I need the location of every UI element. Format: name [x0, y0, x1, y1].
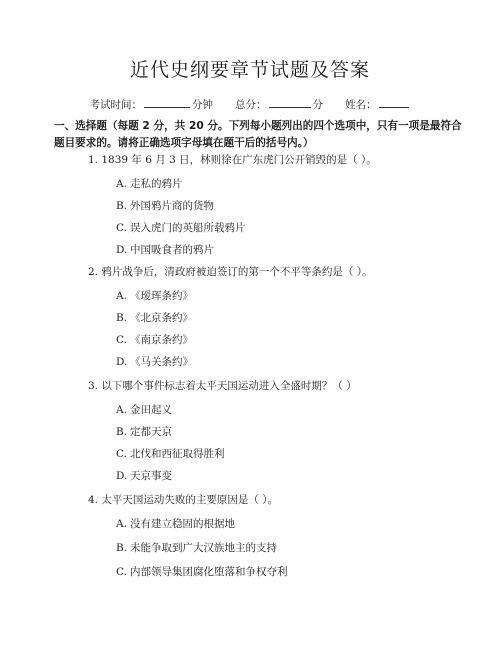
option-text: 定都天京 [130, 426, 172, 438]
question-1-option-a [116, 177, 183, 191]
option-text: 《北京条约》 [130, 312, 193, 324]
total-score-field [235, 96, 323, 112]
option-letter: D. [116, 244, 128, 256]
option-letter: B. [116, 312, 128, 324]
question-4-option-c [116, 565, 288, 579]
section-instructions: 一、选择题（每题 2 分，共 20 分。下列每小题列出的四个选项中，只有一项是最符合题目要求的。请将正确选项字母填在题干后的括号内。） [54, 120, 462, 149]
option-letter: B. [116, 200, 128, 212]
option-text: 没有建立稳固的根据地 [130, 518, 235, 530]
question-3-option-d [116, 469, 172, 483]
option-text: 金田起义 [130, 404, 172, 416]
question-2: 2. 鸦片战争后，清政府被迫签订的第一个不平等条约是（ ）。 [88, 266, 373, 278]
question-3-option-b [116, 425, 172, 439]
question-4-option-a [116, 517, 235, 531]
total-score-label: 总分： [235, 99, 267, 111]
option-letter: B. [116, 426, 128, 438]
question-2-option-b [116, 311, 193, 325]
question-1-option-d [116, 243, 214, 257]
total-score-blank [269, 96, 311, 108]
question-1-option-b [116, 199, 214, 213]
question-4-option-b [116, 541, 277, 555]
option-text: 《马关条约》 [130, 356, 193, 368]
page-title: 近代史纲要章节试题及答案 [129, 59, 370, 81]
exam-time-field [90, 96, 214, 112]
option-letter: A. [116, 290, 127, 302]
option-letter: C. [116, 222, 127, 234]
option-text: 误入虎门的英船所载鸦片 [130, 222, 246, 234]
question-1: 1. 1839 年 6 月 3 日，林则徐在广东虎门公开销毁的是（ ）。 [88, 154, 377, 166]
question-2-option-d [116, 355, 193, 369]
option-letter: A. [116, 518, 127, 530]
question-2-option-c [116, 333, 193, 347]
question-3-option-c [116, 447, 225, 461]
question-3: 3. 以下哪个事件标志着太平天国运动进入全盛时期？（ ） [88, 380, 357, 392]
option-text: 未能争取到广大汉族地主的支持 [130, 542, 277, 554]
option-letter: A. [116, 178, 127, 190]
exam-time-blank [144, 96, 190, 108]
option-letter: B. [116, 542, 128, 554]
option-letter: A. [116, 404, 127, 416]
option-text: 《南京条约》 [130, 334, 193, 346]
option-letter: C. [116, 566, 127, 578]
question-3-option-a [116, 403, 172, 417]
option-letter: D. [116, 356, 128, 368]
exam-time-label: 考试时间： [89, 99, 142, 111]
option-text: 北伐和西征取得胜利 [130, 448, 225, 460]
question-1-option-c [116, 221, 246, 235]
option-text: 天京事变 [130, 470, 172, 482]
name-label: 姓名： [345, 99, 377, 111]
question-2-option-a [116, 289, 193, 303]
option-text: 外国鸦片商的货物 [130, 200, 214, 212]
option-letter: D. [116, 470, 128, 482]
option-letter: C. [116, 448, 127, 460]
exam-time-unit: 分钟 [192, 99, 213, 111]
name-field [345, 96, 411, 112]
option-text: 走私的鸦片 [130, 178, 183, 190]
option-text: 内部领导集团腐化堕落和争权夺利 [130, 566, 288, 578]
option-text: 《瑷珲条约》 [130, 290, 193, 302]
option-letter: C. [116, 334, 127, 346]
total-score-unit: 分 [312, 99, 323, 111]
exam-info-row [0, 96, 500, 112]
name-blank [379, 96, 409, 108]
option-text: 中国吸食者的鸦片 [130, 244, 214, 256]
question-4: 4. 太平天国运动失败的主要原因是（ ）。 [88, 494, 278, 506]
